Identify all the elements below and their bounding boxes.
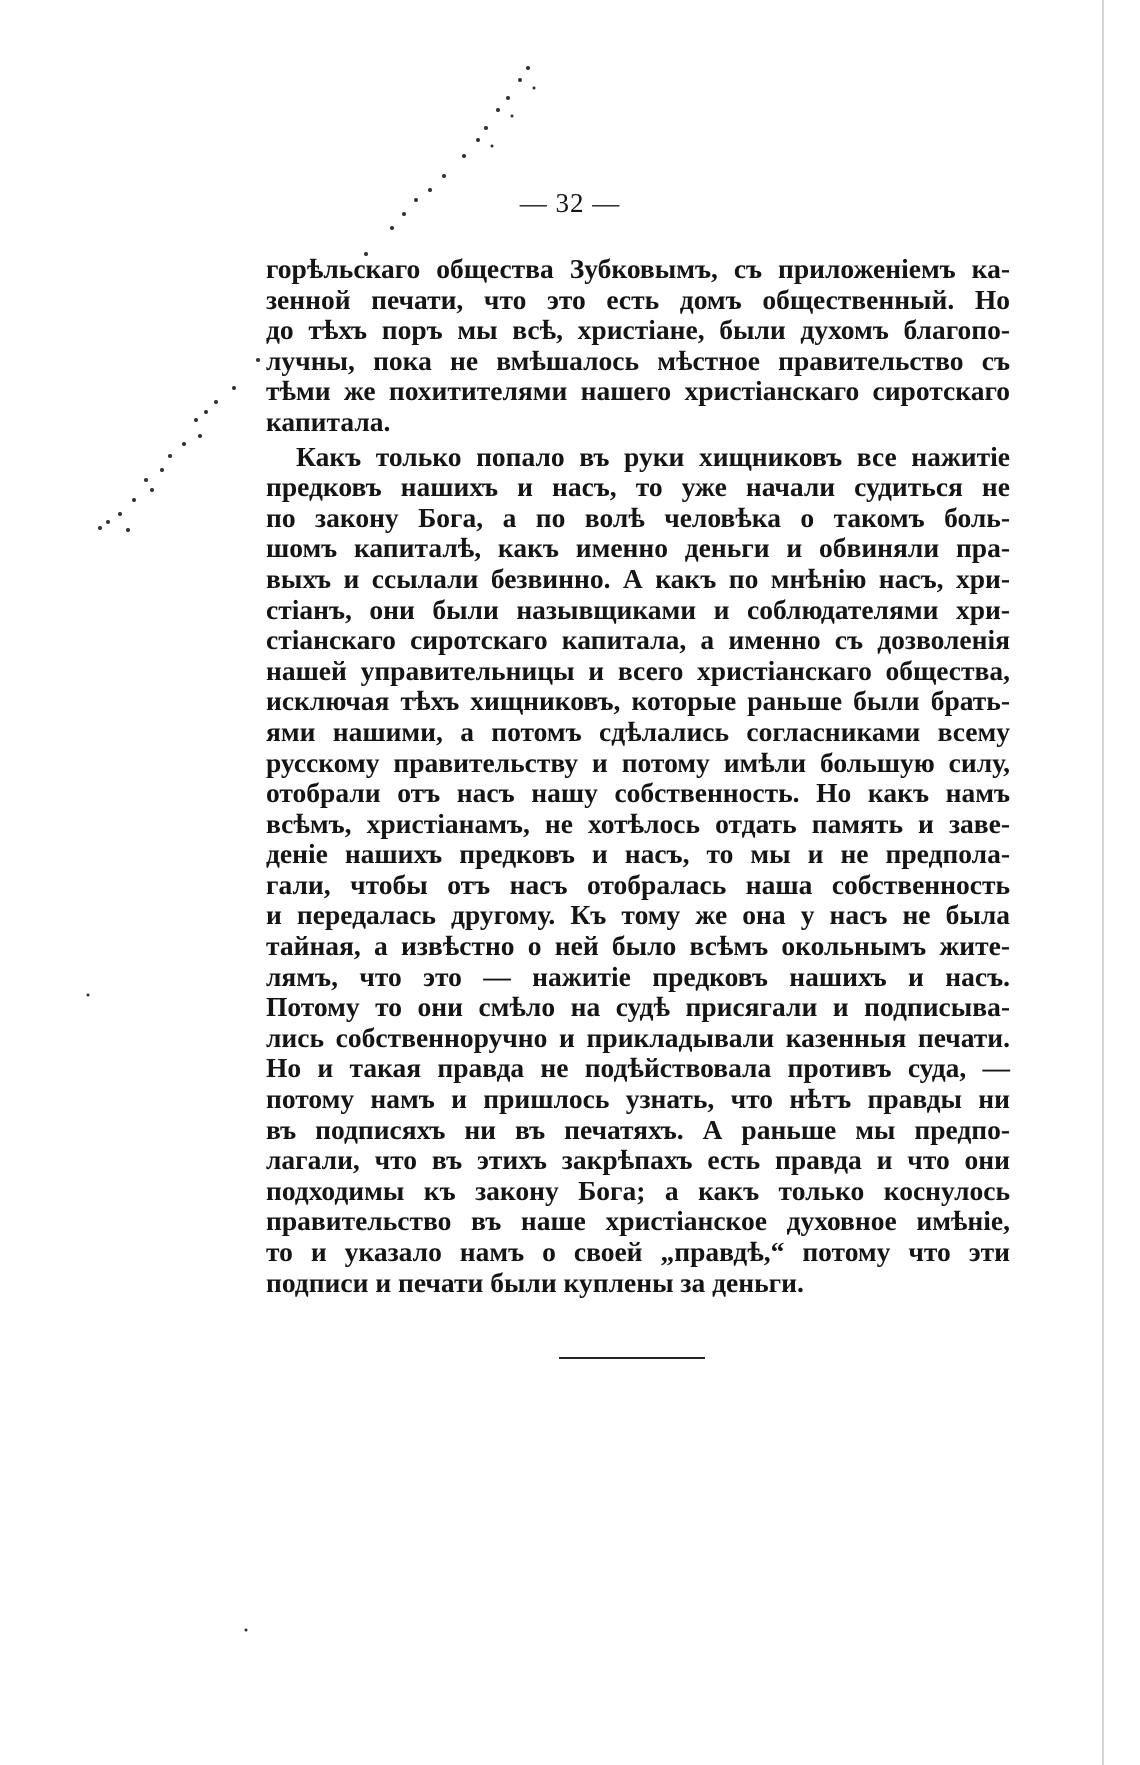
text-line: Но и такая правда не подѣйствовала противъ суда, —: [266, 1052, 1010, 1084]
text-line: лись собственноручно и прикладывали казенныя печати.: [266, 1021, 1010, 1053]
text-line: исключая тѣхъ хищниковъ, которые раньше были брать-: [266, 685, 1010, 717]
text-line: нашей управительницы и всего христіанскаго общества,: [266, 654, 1010, 686]
text-line: предковъ нашихъ и насъ, то уже начали судиться не: [266, 471, 1010, 503]
text-line: и передалась другому. Къ тому же она у насъ не была: [266, 899, 1010, 931]
text-line: лучны, пока не вмѣшалось мѣстное правительство съ: [266, 344, 1010, 376]
text-line: стіанскаго сиротскаго капитала, а именно съ дозволенія: [266, 624, 1010, 656]
text-line: выхъ и ссылали безвинно. А какъ по мнѣнію насъ, хри-: [266, 562, 1010, 594]
text-line: лямъ, что это — нажитіе предковъ нашихъ и насъ.: [266, 960, 1010, 992]
text-line: отобрали отъ насъ нашу собственность. Но какъ намъ: [266, 777, 1010, 809]
text-line: гали, чтобы отъ насъ отобралась наша собственность: [266, 868, 1010, 900]
closing-rule: [559, 1357, 705, 1359]
text-line: русскому правительству и потому имѣли большую силу,: [266, 746, 1010, 778]
text-line: ями нашими, а потомъ сдѣлались согласниками всему: [266, 715, 1010, 747]
text-line: горѣльскаго общества Зубковымъ, съ приложеніемъ ка-: [266, 253, 1010, 284]
body-text: [266, 254, 1010, 1298]
text-line: тѣми же похитителями нашего христіанскаго сиротскаго: [266, 375, 1010, 407]
text-line: правительство въ наше христіанское духовное имѣніе,: [266, 1205, 1010, 1237]
text-line: Какъ только попало въ руки хищниковъ все нажитіе: [296, 440, 1010, 472]
text-line: шомъ капиталѣ, какъ именно деньги и обвиняли пра-: [266, 532, 1010, 564]
text-line: по закону Бога, а по волѣ человѣка о такомъ боль-: [266, 501, 1010, 533]
text-line: деніе нашихъ предковъ и насъ, то мы и не предпола-: [266, 838, 1010, 870]
text-line: подписи и печати были куплены за деньги.: [266, 1266, 804, 1298]
text-line: до тѣхъ поръ мы всѣ, христіане, были духомъ благопо-: [266, 314, 1010, 346]
text-line: стіанъ, они были назывщиками и соблюдателями хри-: [266, 593, 1010, 625]
text-line: въ подписяхъ ни въ печатяхъ. А раньше мы предпо-: [266, 1113, 1010, 1145]
text-line: то и указало намъ о своей „правдѣ,“ потому что эти: [266, 1236, 1010, 1267]
text-line: тайная, а извѣстно о ней было всѣмъ окольнымъ жите-: [266, 930, 1010, 962]
text-line: лагали, что въ этихъ закрѣпахъ есть правда и что они: [266, 1144, 1010, 1176]
text-line: Потому то они смѣло на судѣ присягали и подписыва-: [266, 991, 1010, 1023]
page-number: — 32 —: [519, 188, 621, 218]
text-line: потому намъ и пришлось узнать, что нѣтъ правды ни: [266, 1083, 1010, 1115]
text-line: всѣмъ, христіанамъ, не хотѣлось отдать память и заве-: [266, 807, 1010, 839]
text-line: капитала.: [266, 405, 391, 437]
text-line: зенной печати, что это есть домъ общественный. Но: [266, 283, 1010, 315]
text-line: подходимы къ закону Бога; а какъ только коснулось: [266, 1174, 1010, 1206]
